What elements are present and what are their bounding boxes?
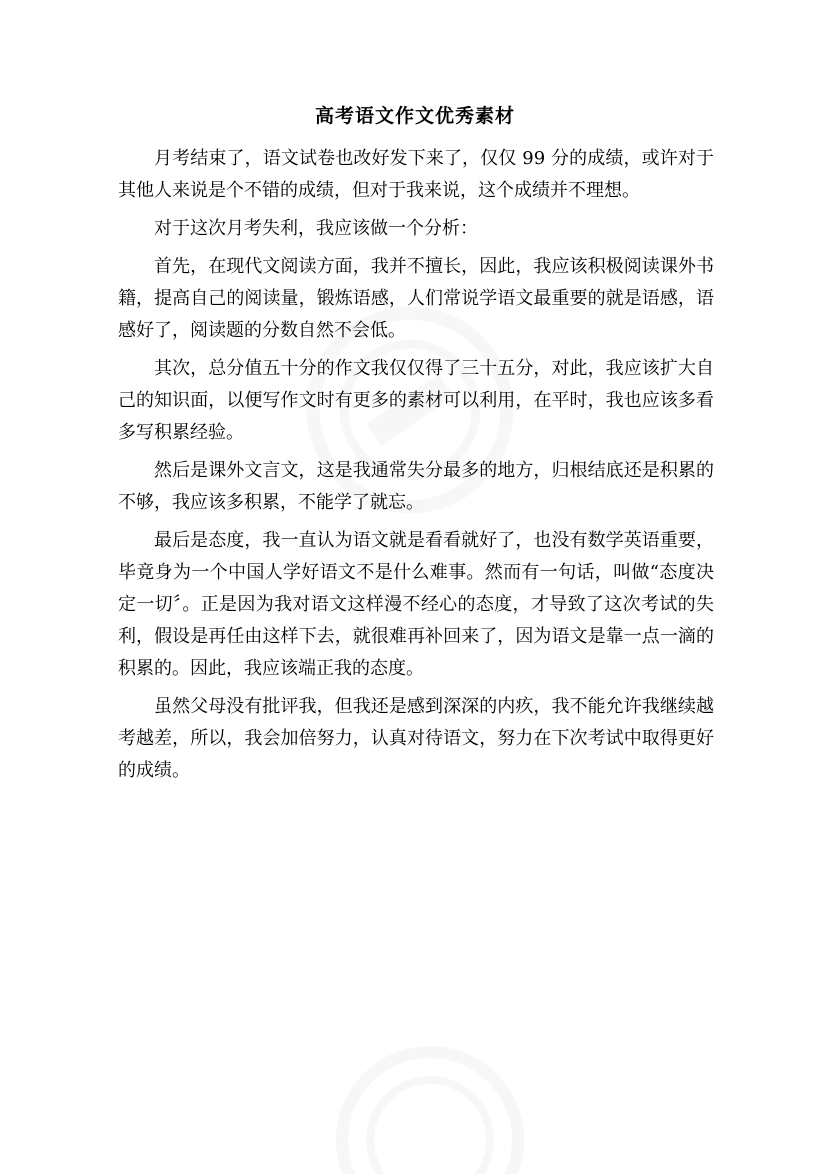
document-body	[118, 143, 714, 787]
paragraph-1: 月考结束了，语文试卷也改好发下来了，仅仅 99 分的成绩，或许对于其他人来说是个不错的成绩，但对于我来说，这个成绩并不理想。	[118, 148, 714, 201]
paragraph-2: 对于这次月考失利，我应该做一个分析：	[154, 218, 478, 239]
paragraph-7: 虽然父母没有批评我，但我还是感到深深的内疚，我不能允许我继续越考越差，所以，我会加倍努力，认真对待语文，努力在下次考试中取得更好的成绩。	[118, 696, 714, 781]
paragraph-5: 然后是课外文言文，这是我通常失分最多的地方，归根结底还是积累的不够，我应该多积累，不能学了就忘。	[118, 460, 714, 513]
paragraph-6: 最后是态度，我一直认为语文就是看看就好了，也没有数学英语重要，毕竟身为一个中国人学好语文不是什么难事。然而有一句话，叫做“态度决定一切〞。正是因为我对语文这样漫不经心的态度，才导致了这次考试的失利，假设是再任由这样下去，就很难再补回来了，因为语文是靠一点一滴的积累的。因此，我应该端正我的态度。	[118, 530, 714, 679]
paragraph-3: 首先，在现代文阅读方面，我并不擅长，因此，我应该积极阅读课外书籍，提高自己的阅读量，锻炼语感，人们常说学语文最重要的就是语感，语感好了，阅读题的分数自然不会低。	[118, 256, 714, 341]
document-title: 高考语文作文优秀素材	[314, 105, 515, 127]
paragraph-4: 其次，总分值五十分的作文我仅仅得了三十五分，对此，我应该扩大自己的知识面，以便写作文时有更多的素材可以利用，在平时，我也应该多看多写积累经验。	[118, 358, 714, 443]
watermark-logo-bottom	[291, 1001, 570, 1174]
